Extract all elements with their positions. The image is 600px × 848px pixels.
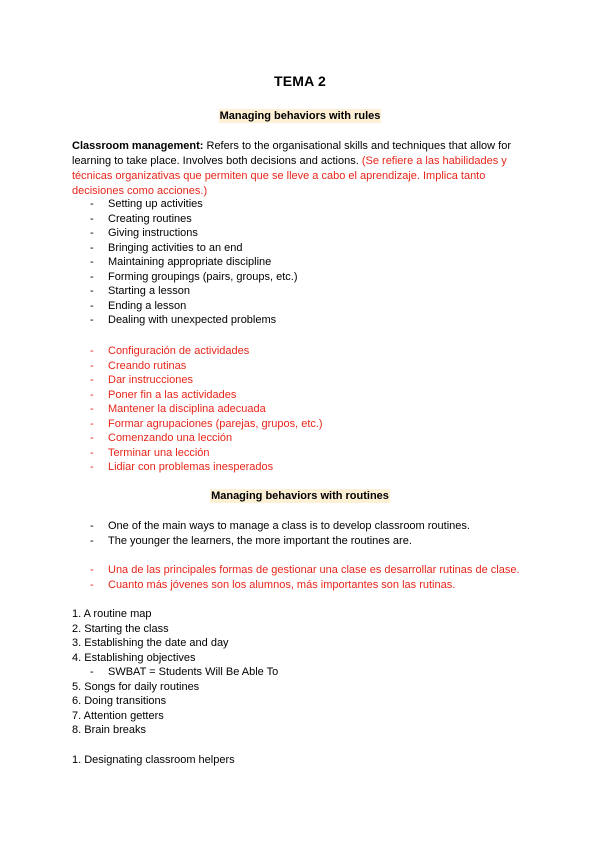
list-item: - Cuanto más jóvenes son los alumnos, más importantes son las rutinas. <box>72 578 520 593</box>
numbered-item: 1. A routine map <box>72 608 152 620</box>
list-item: - Comenzando una lección <box>72 431 323 446</box>
skills-list-english <box>72 197 298 328</box>
section-heading-rules-text: Managing behaviors with rules <box>219 110 381 122</box>
list-item: - Dar instrucciones <box>72 373 323 388</box>
numbered-item: 6. Doing transitions <box>72 695 167 707</box>
list-item: - Configuración de actividades <box>72 344 323 359</box>
numbered-item: 7. Attention getters <box>72 709 164 722</box>
list-item: - Giving instructions <box>72 226 298 241</box>
list-item: - Terminar una lección <box>72 446 323 461</box>
skills-list-spanish <box>72 344 323 475</box>
numbered-item: 3. Establishing the date and day <box>72 637 229 649</box>
list-item: - Setting up activities <box>72 197 298 212</box>
numbered-item: 8. Brain breaks <box>72 724 146 736</box>
list-item: - One of the main ways to manage a class is to develop classroom routines. <box>72 519 470 534</box>
list-item: - Forming groupings (pairs, groups, etc.) <box>72 270 298 285</box>
classroom-management-paragraph <box>72 139 528 199</box>
list-item: - Una de las principales formas de gestionar una clase es desarrollar rutinas de clase. <box>72 563 520 578</box>
term-label: Classroom management: <box>72 140 204 152</box>
list-item: - Dealing with unexpected problems <box>72 313 298 328</box>
page-title: TEMA 2 <box>273 73 327 89</box>
list-item: - Formar agrupaciones (parejas, grupos, etc.) <box>72 417 323 432</box>
section-heading-rules <box>0 110 600 122</box>
list-item: - Creando rutinas <box>72 359 323 374</box>
routines-points-english <box>72 519 470 548</box>
list-item: - Poner fin a las actividades <box>72 388 323 403</box>
list-item: - Lidiar con problemas inesperados <box>72 460 323 475</box>
list-item: - Bringing activities to an end <box>72 241 298 256</box>
numbered-item: 1. Designating classroom helpers <box>72 754 235 766</box>
numbered-item: 5. Songs for daily routines <box>72 680 200 693</box>
routines-points-spanish <box>72 563 520 592</box>
list-item: - Mantener la disciplina adecuada <box>72 402 323 417</box>
definition-translation: (Se refiere a las habilidades y técnicas organizativas que permiten que se lleve a cabo el aprendizaje. Implica tanto decisiones como acciones.) <box>72 155 507 197</box>
list-item: - The younger the learners, the more important the routines are. <box>72 534 470 549</box>
list-item: - Starting a lesson <box>72 284 298 299</box>
section-heading-routines-text: Managing behaviors with routines <box>211 490 389 502</box>
numbered-item: 4. Establishing objectives <box>72 651 196 664</box>
definition-text: Refers to the organisational skills and techniques that allow for learning to take place. Involves both decisions and actions. <box>72 140 511 167</box>
numbered-item: 2. Starting the class <box>72 622 169 635</box>
list-item: - Creating routines <box>72 212 298 227</box>
section-heading-routines <box>0 490 600 502</box>
list-item: - Maintaining appropriate discipline <box>72 255 298 270</box>
list-item: - Ending a lesson <box>72 299 298 314</box>
sub-list-item: - SWBAT = Students Will Be Able To <box>72 665 278 680</box>
